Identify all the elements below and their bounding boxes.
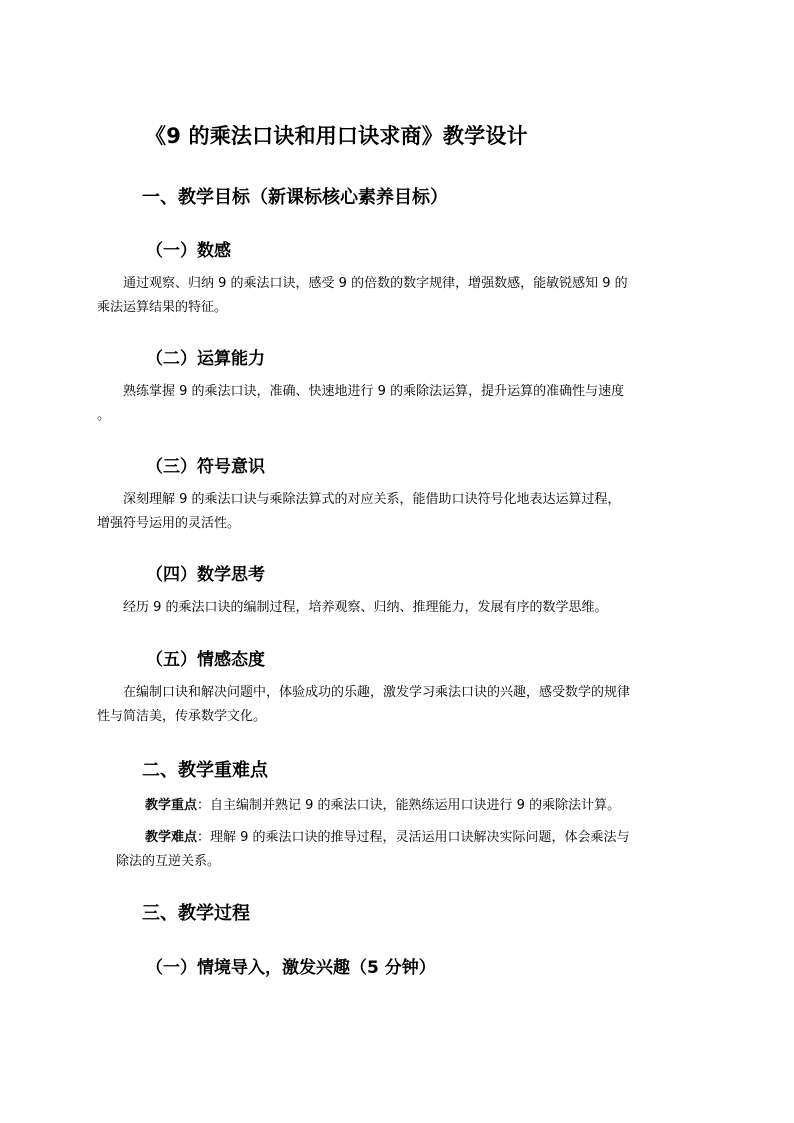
subheading-number-sense: （一）数感: [146, 241, 231, 261]
section-heading-process: 三、教学过程: [142, 903, 250, 924]
document-title: 《9 的乘法口诀和用口诀求商》教学设计: [145, 124, 528, 148]
difficulty-text: ：理解 9 的乘法口诀的推导过程，灵活运用口诀解决实际问题，体会乘法与: [197, 830, 630, 845]
subheading-symbol-sense: （三）符号意识: [146, 457, 265, 477]
subheading-attitude: （五）情感态度: [146, 650, 265, 670]
paragraph-line: 经历 9 的乘法口诀的编制过程，培养观察、归纳、推理能力，发展有序的数学思维。: [123, 600, 608, 615]
paragraph-attitude: [97, 681, 702, 729]
key-point-line: [145, 794, 620, 818]
paragraph-line: 乘法运算结果的特征。: [97, 300, 228, 315]
paragraph-math-thinking: [97, 596, 702, 620]
key-point-label: 教学重点: [145, 798, 198, 813]
paragraph-line: 增强符号运用的灵活性。: [97, 516, 241, 531]
paragraph-line: 深刻理解 9 的乘法口诀与乘除法算式的对应关系，能借助口诀符号化地表达运算过程，: [123, 492, 621, 507]
difficulty-text-continued: 除法的互逆关系。: [116, 854, 221, 869]
paragraph-number-sense: [97, 272, 702, 320]
subheading-computation: （二）运算能力: [146, 349, 265, 369]
difficulty-line: [145, 826, 630, 850]
paragraph-computation: [97, 380, 702, 428]
paragraph-line: 熟练掌握 9 的乘法口诀，准确、快速地进行 9 的乘除法运算，提升运算的准确性与速度: [123, 384, 625, 399]
subheading-math-thinking: （四）数学思考: [146, 565, 265, 585]
key-point-text: ：自主编制并熟记 9 的乘法口诀，能熟练运用口诀进行 9 的乘除法计算。: [197, 798, 621, 813]
paragraph-line: 在编制口诀和解决问题中，体验成功的乐趣，激发学习乘法口诀的兴趣，感受数学的规律: [123, 685, 631, 700]
section-heading-key-points: 二、教学重难点: [142, 760, 268, 781]
difficulty-label: 教学难点: [145, 830, 198, 845]
difficulty-line-continued: [116, 850, 220, 874]
section-heading-objectives: 一、教学目标（新课标核心素养目标）: [142, 187, 448, 208]
paragraph-line: 。: [97, 408, 111, 423]
paragraph-line: 性与简洁美，传承数学文化。: [97, 709, 267, 724]
paragraph-line: 通过观察、归纳 9 的乘法口诀，感受 9 的倍数的数字规律，增强数感，能敏锐感知 9 的: [123, 276, 628, 291]
subheading-intro: （一）情境导入，激发兴趣（5 分钟）: [146, 958, 436, 978]
paragraph-symbol-sense: [97, 488, 702, 536]
